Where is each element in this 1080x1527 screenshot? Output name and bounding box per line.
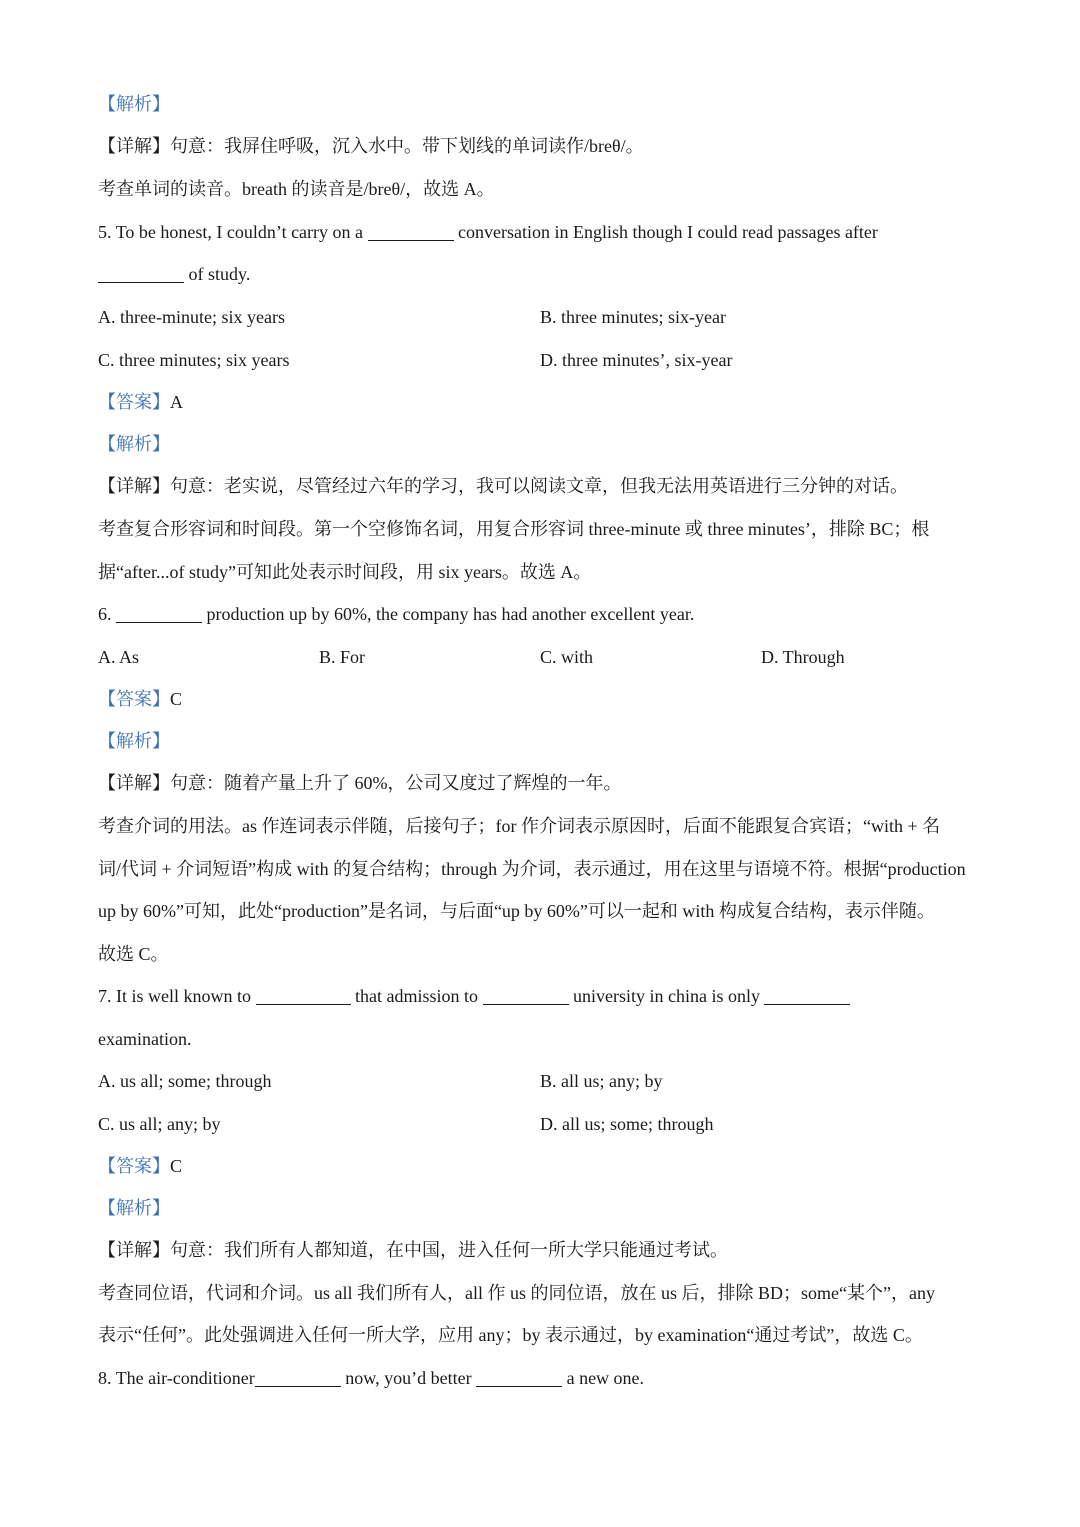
question-5-stem: 5. To be honest, I couldn’t carry on a conversation in English though I could read passages after: [98, 222, 878, 242]
option-c[interactable]: C. us all; any; by: [98, 1114, 221, 1134]
explanation-line: 词/代词 + 介词短语”构成 with 的复合结构；through 为介词，表示通过，用在这里与语境不符。根据“production: [98, 859, 966, 879]
option-d[interactable]: D. all us; some; through: [540, 1114, 714, 1134]
analysis-tag: 【解析】: [98, 1198, 170, 1218]
explanation-line: 考查单词的读音。breath 的读音是/breθ/，故选 A。: [98, 179, 495, 199]
option-a[interactable]: A. three-minute; six years: [98, 307, 285, 327]
option-a[interactable]: A. us all; some; through: [98, 1071, 272, 1091]
answer-line: 【答案】C: [98, 689, 183, 709]
question-6-stem: 6. production up by 60%, the company has had another excellent year.: [98, 604, 695, 624]
question-8-stem: 8. The air-conditioner now, you’d better a new one.: [98, 1368, 645, 1388]
detail-line: 【详解】句意：我屏住呼吸，沉入水中。带下划线的单词读作/breθ/。: [98, 136, 644, 156]
analysis-tag: 【解析】: [98, 434, 170, 454]
detail-line: 【详解】句意：随着产量上升了 60%，公司又度过了辉煌的一年。: [98, 773, 622, 793]
answer-line: 【答案】C: [98, 1156, 183, 1176]
answer-blank[interactable]: [476, 1368, 562, 1387]
option-d[interactable]: D. three minutes’, six-year: [540, 350, 733, 370]
answer-blank[interactable]: [116, 604, 202, 623]
explanation-line: 据“after...of study”可知此处表示时间段，用 six years。故选 A。: [98, 562, 592, 582]
explanation-line: 考查同位语，代词和介词。us all 我们所有人，all 作 us 的同位语，放在 us 后，排除 BD；some“某个”，any: [98, 1283, 935, 1303]
explanation-line: up by 60%”可知，此处“production”是名词，与后面“up by 60%”可以一起和 with 构成复合结构，表示伴随。: [98, 901, 935, 921]
option-c[interactable]: C. three minutes; six years: [98, 350, 290, 370]
answer-blank[interactable]: [255, 1368, 341, 1387]
question-7-stem: 7. It is well known to that admission to university in china is only: [98, 984, 850, 1008]
answer-blank[interactable]: [764, 986, 850, 1005]
detail-line: 【详解】句意：老实说，尽管经过六年的学习，我可以阅读文章，但我无法用英语进行三分钟的对话。: [98, 476, 908, 496]
explanation-line: 故选 C。: [98, 944, 169, 964]
explanation-line: 考查介词的用法。as 作连词表示伴随，后接句子；for 作介词表示原因时，后面不能跟复合宾语；“with + 名: [98, 816, 941, 836]
answer-blank[interactable]: [256, 986, 351, 1005]
answer-blank[interactable]: [368, 222, 454, 241]
option-b[interactable]: B. all us; any; by: [540, 1071, 663, 1091]
option-b[interactable]: B. three minutes; six-year: [540, 307, 726, 327]
answer-blank[interactable]: [483, 986, 569, 1005]
explanation-line: 考查复合形容词和时间段。第一个空修饰名词，用复合形容词 three-minute 或 three minutes’，排除 BC；根: [98, 519, 930, 539]
analysis-tag: 【解析】: [98, 731, 170, 751]
answer-line: 【答案】A: [98, 392, 183, 412]
detail-line: 【详解】句意：我们所有人都知道，在中国，进入任何一所大学只能通过考试。: [98, 1240, 728, 1260]
answer-blank[interactable]: [98, 264, 184, 283]
option-d[interactable]: D. Through: [761, 647, 845, 667]
explanation-line: 表示“任何”。此处强调进入任何一所大学，应用 any；by 表示通过，by examination“通过考试”，故选 C。: [98, 1325, 923, 1345]
analysis-tag: 【解析】: [98, 94, 170, 114]
question-7-stem-cont: examination.: [98, 1029, 192, 1049]
option-b[interactable]: B. For: [319, 647, 366, 667]
question-5-stem-cont: of study.: [98, 262, 250, 286]
option-c[interactable]: C. with: [540, 647, 594, 667]
option-a[interactable]: A. As: [98, 647, 140, 667]
